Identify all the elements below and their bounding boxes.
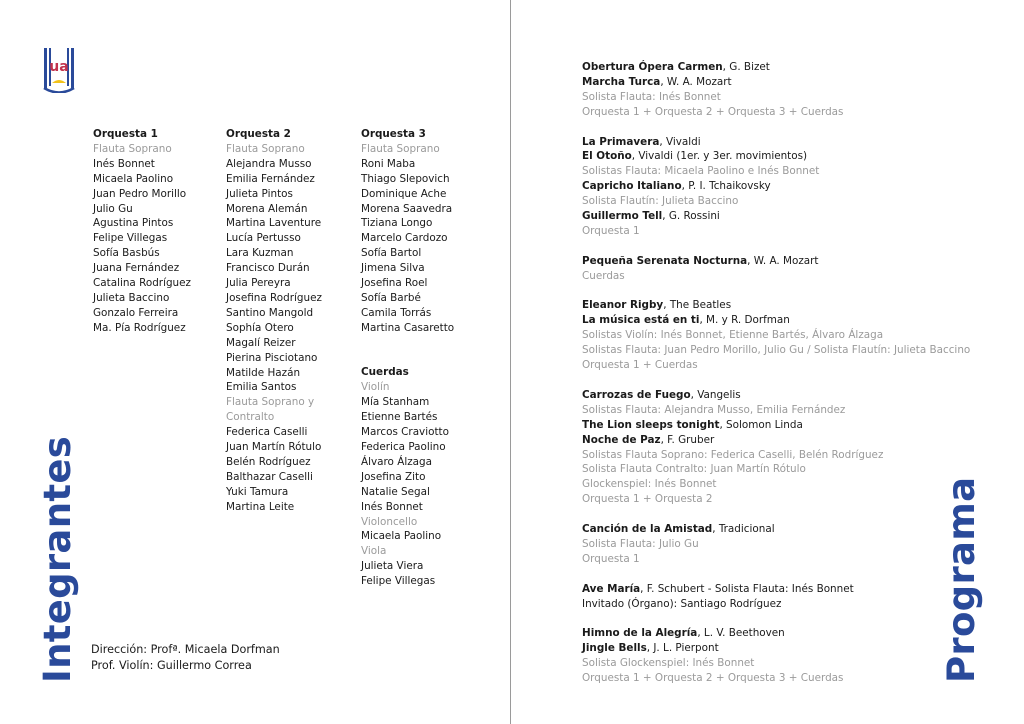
- member-name: Morena Saavedra: [361, 202, 453, 215]
- member-name: Sofía Basbús: [93, 247, 160, 260]
- piece-line: [582, 522, 970, 537]
- member-name: Micaela Paolino: [361, 530, 442, 543]
- program-block: [582, 254, 970, 284]
- member-name: Yuki Tamura: [226, 485, 289, 498]
- member-name: Felipe Villegas: [93, 232, 168, 245]
- piece-line: [582, 582, 970, 597]
- violin-label: Violín: [361, 381, 390, 394]
- orquesta-1-column: [93, 127, 191, 336]
- piece-composer: , F. Gruber: [660, 433, 715, 446]
- member-name: Josefina Zito: [361, 470, 426, 483]
- member-name: Matilde Hazán: [226, 366, 301, 379]
- performer-line: Orquesta 1 + Cuerdas: [582, 359, 698, 372]
- member-name: Natalie Segal: [361, 485, 430, 498]
- member-name: Emilia Santos: [226, 381, 297, 394]
- member-name: Agustina Pintos: [93, 217, 174, 230]
- member-name: Josefina Roel: [361, 277, 428, 290]
- program-block: [582, 522, 970, 567]
- member-name: Santino Mangold: [226, 306, 314, 319]
- performer-line: Cuerdas: [582, 269, 625, 282]
- member-name: Julieta Viera: [361, 560, 424, 573]
- performer-line: Solista Flautín: Julieta Baccino: [582, 195, 739, 208]
- member-name: Álvaro Álzaga: [361, 455, 432, 468]
- piece-title: La música está en ti: [582, 314, 700, 327]
- orquesta-3-role: Flauta Soprano: [361, 142, 440, 155]
- member-name: Jimena Silva: [361, 262, 425, 275]
- page-fold-divider: [510, 0, 511, 724]
- performer-line: Solista Flauta: Inés Bonnet: [582, 90, 721, 103]
- piece-composer: , G. Bizet: [722, 61, 770, 73]
- piece-title: The Lion sleeps tonight: [582, 418, 720, 431]
- performer-line: Solistas Flauta Soprano: Federica Caselli, Belén Rodríguez: [582, 448, 884, 461]
- cello-label: Violoncello: [361, 515, 418, 528]
- piece-composer: , F. Schubert - Solista Flauta: Inés Bonnet: [640, 582, 854, 595]
- piece-line: [582, 75, 970, 90]
- member-name: Pierina Pisciotano: [226, 351, 318, 364]
- member-name: Inés Bonnet: [361, 500, 423, 513]
- piece-line: [582, 626, 970, 641]
- member-name: Camila Torrás: [361, 306, 432, 319]
- guest-line: Invitado (Órgano): Santiago Rodríguez: [582, 597, 782, 610]
- left-page: [0, 0, 510, 724]
- piece-line: [582, 60, 970, 75]
- violin-teacher-line: Prof. Violín: Guillermo Correa: [91, 659, 252, 672]
- member-name: Francisco Durán: [226, 262, 310, 275]
- piece-composer: , Vivaldi (1er. y 3er. movimientos): [631, 150, 808, 163]
- member-name: Mía Stanham: [361, 396, 430, 409]
- piece-composer: , Vangelis: [690, 388, 741, 401]
- orquesta-3-column: [361, 127, 454, 589]
- member-name: Felipe Villegas: [361, 575, 436, 588]
- performer-line: Solistas Flauta: Alejandra Musso, Emilia Fernández: [582, 403, 846, 416]
- piece-title: Canción de la Amistad: [582, 523, 713, 536]
- program-block: [582, 388, 970, 507]
- piece-line: [582, 135, 970, 150]
- piece-title: Noche de Paz: [582, 433, 661, 446]
- performer-line: Solista Glockenspiel: Inés Bonnet: [582, 657, 755, 670]
- program-block: [582, 135, 970, 239]
- performer-line: Orquesta 1 + Orquesta 2: [582, 493, 713, 506]
- piece-title: Capricho Italiano: [582, 180, 682, 193]
- program-block: [582, 626, 970, 686]
- school-crest-icon: [43, 47, 75, 93]
- piece-composer: , G. Rossini: [662, 210, 720, 223]
- performer-line: Solista Flauta Contralto: Juan Martín Rótulo: [582, 463, 806, 476]
- member-name: Thiago Slepovich: [361, 172, 450, 185]
- member-name: Josefina Rodríguez: [226, 291, 322, 304]
- member-name: Belén Rodríguez: [226, 455, 311, 468]
- member-name: Juan Pedro Morillo: [93, 187, 187, 200]
- member-name: Micaela Paolino: [93, 172, 174, 185]
- member-name: Julieta Pintos: [226, 187, 293, 200]
- piece-line: [582, 433, 970, 448]
- member-name: Ma. Pía Rodríguez: [93, 321, 186, 334]
- performer-line: Orquesta 1 + Orquesta 2 + Orquesta 3 + Cuerdas: [582, 105, 844, 118]
- member-name: Inés Bonnet: [93, 157, 155, 170]
- member-name: Lucía Pertusso: [226, 232, 301, 245]
- program-block: [582, 60, 970, 120]
- program-block: [582, 298, 970, 373]
- piece-line: [582, 641, 970, 656]
- piece-line: [582, 179, 970, 194]
- piece-line: [582, 313, 970, 328]
- piece-composer: , M. y R. Dorfman: [699, 314, 790, 327]
- member-name: Sophía Otero: [226, 321, 294, 334]
- member-name: Roni Maba: [361, 157, 416, 170]
- member-name: Federica Paolino: [361, 441, 446, 453]
- orquesta-2-role-2: Flauta Soprano y: [226, 396, 315, 409]
- piece-title: Marcha Turca: [582, 75, 661, 88]
- piece-composer: , The Beatles: [663, 299, 732, 312]
- member-name: Dominique Ache: [361, 187, 447, 200]
- performer-line: Glockenspiel: Inés Bonnet: [582, 478, 717, 491]
- member-name: Tiziana Longo: [361, 217, 433, 230]
- program-block: [582, 582, 970, 612]
- orquesta-2-title: Orquesta 2: [226, 128, 291, 140]
- piece-line: [582, 418, 970, 433]
- piece-line: [582, 298, 970, 313]
- integrantes-title: Integrantes: [36, 435, 79, 683]
- member-name: Alejandra Musso: [226, 157, 312, 170]
- member-name: Balthazar Caselli: [226, 470, 313, 483]
- orquesta-1-role: Flauta Soprano: [93, 142, 172, 155]
- orquesta-2-column: [226, 127, 322, 515]
- piece-line: [582, 388, 970, 403]
- svg-text:ua: ua: [49, 59, 69, 75]
- performer-line: Solistas Flauta: Micaela Paolino e Inés Bonnet: [582, 165, 820, 178]
- piece-line: [582, 149, 970, 164]
- piece-title: Himno de la Alegría: [582, 627, 698, 640]
- cuerdas-title: Cuerdas: [361, 366, 409, 379]
- member-name: Gonzalo Ferreira: [93, 306, 179, 319]
- viola-label: Viola: [361, 545, 387, 558]
- member-name: Julio Gu: [93, 202, 133, 215]
- performer-line: Solistas Violín: Inés Bonnet, Etienne Bartés, Álvaro Álzaga: [582, 329, 884, 342]
- piece-title: Pequeña Serenata Nocturna: [582, 254, 748, 267]
- member-name: Catalina Rodríguez: [93, 277, 191, 290]
- direction-credits: [91, 642, 280, 674]
- member-name: Federica Caselli: [226, 426, 308, 439]
- member-name: Martina Leite: [226, 500, 295, 513]
- performer-line: Orquesta 1: [582, 224, 640, 237]
- piece-title: Eleanor Rigby: [582, 299, 664, 312]
- piece-composer: , P. I. Tchaikovsky: [681, 180, 771, 193]
- member-name: Etienne Bartés: [361, 411, 438, 424]
- member-name: Marcos Craviotto: [361, 426, 449, 439]
- performer-line: Solistas Flauta: Juan Pedro Morillo, Julio Gu / Solista Flautín: Julieta Baccino: [582, 344, 971, 357]
- piece-title: Carrozas de Fuego: [582, 388, 691, 401]
- director-line: Dirección: Profª. Micaela Dorfman: [91, 643, 280, 656]
- member-name: Martina Laventure: [226, 217, 322, 230]
- member-name: Sofía Bartol: [361, 247, 422, 260]
- piece-title: Obertura Ópera Carmen: [582, 61, 723, 73]
- piece-title: El Otoño: [582, 150, 632, 163]
- piece-title: La Primavera: [582, 135, 660, 148]
- member-name: Sofía Barbé: [361, 291, 421, 304]
- piece-title: Ave María: [582, 582, 641, 595]
- piece-title: Guillermo Tell: [582, 210, 663, 223]
- piece-composer: , L. V. Beethoven: [697, 627, 785, 640]
- piece-composer: , W. A. Mozart: [660, 75, 732, 88]
- performer-line: Orquesta 1: [582, 552, 640, 565]
- member-name: Juan Martín Rótulo: [226, 441, 322, 454]
- member-name: Lara Kuzman: [226, 247, 294, 260]
- piece-title: Jingle Bells: [582, 642, 647, 655]
- piece-composer: , J. L. Pierpont: [646, 642, 719, 655]
- orquesta-1-title: Orquesta 1: [93, 128, 158, 140]
- member-name: Juana Fernández: [93, 262, 180, 275]
- piece-composer: , Tradicional: [712, 523, 775, 536]
- piece-composer: , Solomon Linda: [719, 418, 803, 431]
- performer-line: Solista Flauta: Julio Gu: [582, 537, 699, 550]
- orquesta-2-role: Flauta Soprano: [226, 142, 305, 155]
- performer-line: Orquesta 1 + Orquesta 2 + Orquesta 3 + Cuerdas: [582, 672, 844, 685]
- programa-title: Programa: [940, 476, 983, 683]
- orquesta-2-role-2-cont: Contralto: [226, 411, 275, 424]
- piece-line: [582, 209, 970, 224]
- orquesta-3-title: Orquesta 3: [361, 128, 426, 140]
- piece-line: [582, 254, 970, 269]
- member-name: Magalí Reizer: [226, 336, 296, 349]
- member-name: Emilia Fernández: [226, 172, 315, 185]
- program-list: [582, 60, 970, 701]
- member-name: Martina Casaretto: [361, 321, 455, 334]
- member-name: Julieta Baccino: [93, 291, 170, 304]
- member-name: Marcelo Cardozo: [361, 232, 448, 245]
- piece-composer: , W. A. Mozart: [747, 254, 819, 267]
- piece-composer: , Vivaldi: [659, 135, 701, 148]
- member-name: Morena Alemán: [226, 202, 308, 215]
- member-name: Julia Pereyra: [226, 277, 291, 290]
